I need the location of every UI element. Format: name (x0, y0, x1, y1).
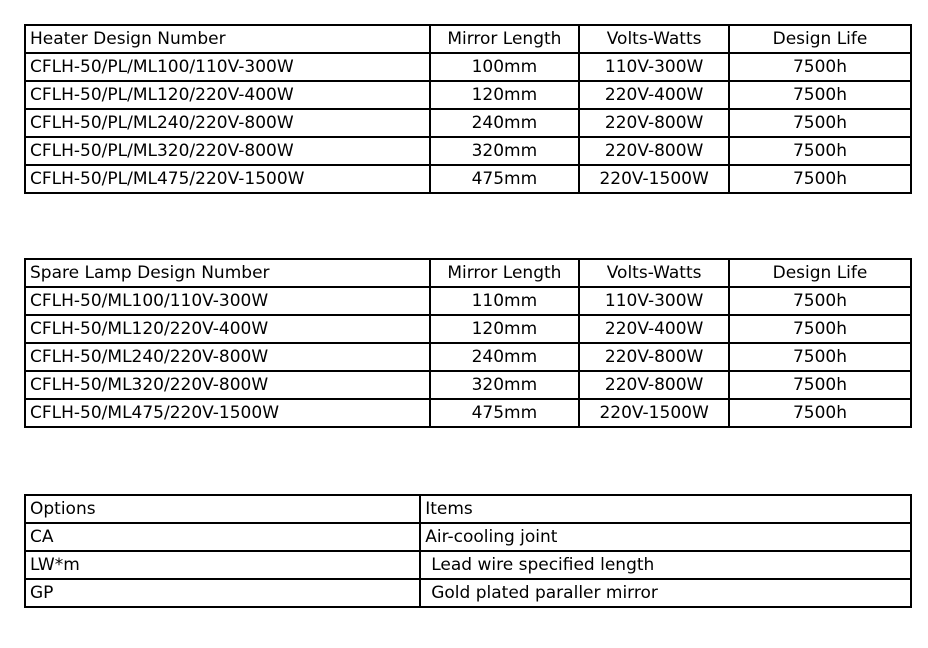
header-design-life: Design Life (729, 25, 911, 53)
table-row (25, 165, 911, 193)
heater-spec-table (24, 24, 912, 194)
header-volts-watts: Volts-Watts (579, 25, 729, 53)
cell-design-life: 7500h (729, 109, 911, 137)
table-header-row (25, 25, 911, 53)
cell-mirror-length: 120mm (430, 81, 580, 109)
cell-volts-watts: 220V-1500W (579, 165, 729, 193)
cell-design-life: 7500h (729, 53, 911, 81)
cell-volts-watts: 220V-800W (579, 109, 729, 137)
header-items: Items (420, 495, 911, 523)
cell-design-life: 7500h (729, 81, 911, 109)
cell-mirror-length: 120mm (430, 315, 580, 343)
cell-volts-watts: 220V-800W (579, 371, 729, 399)
header-design-life: Design Life (729, 259, 911, 287)
options-table (24, 494, 912, 608)
header-mirror-length: Mirror Length (430, 25, 580, 53)
cell-mirror-length: 320mm (430, 371, 580, 399)
header-volts-watts: Volts-Watts (579, 259, 729, 287)
cell-volts-watts: 220V-400W (579, 315, 729, 343)
cell-option-item: Air-cooling joint (420, 523, 911, 551)
header-options: Options (25, 495, 420, 523)
cell-mirror-length: 240mm (430, 109, 580, 137)
cell-design-number: CFLH-50/ML475/220V-1500W (25, 399, 430, 427)
cell-volts-watts: 220V-800W (579, 343, 729, 371)
header-mirror-length: Mirror Length (430, 259, 580, 287)
cell-option-code: CA (25, 523, 420, 551)
cell-design-number: CFLH-50/PL/ML120/220V-400W (25, 81, 430, 109)
cell-mirror-length: 475mm (430, 165, 580, 193)
table-row (25, 81, 911, 109)
header-design-number: Spare Lamp Design Number (25, 259, 430, 287)
cell-mirror-length: 475mm (430, 399, 580, 427)
table-row (25, 551, 911, 579)
cell-mirror-length: 100mm (430, 53, 580, 81)
cell-design-number: CFLH-50/ML240/220V-800W (25, 343, 430, 371)
cell-design-number: CFLH-50/PL/ML475/220V-1500W (25, 165, 430, 193)
cell-mirror-length: 320mm (430, 137, 580, 165)
spare-lamp-spec-table (24, 258, 912, 428)
cell-design-number: CFLH-50/ML100/110V-300W (25, 287, 430, 315)
cell-design-life: 7500h (729, 137, 911, 165)
cell-option-code: LW*m (25, 551, 420, 579)
table-row (25, 315, 911, 343)
cell-design-life: 7500h (729, 399, 911, 427)
table-row (25, 343, 911, 371)
cell-design-life: 7500h (729, 287, 911, 315)
table-row (25, 137, 911, 165)
cell-design-number: CFLH-50/PL/ML240/220V-800W (25, 109, 430, 137)
cell-volts-watts: 220V-800W (579, 137, 729, 165)
table-row (25, 371, 911, 399)
cell-design-life: 7500h (729, 371, 911, 399)
cell-option-item: Lead wire specified length (420, 551, 911, 579)
cell-volts-watts: 110V-300W (579, 287, 729, 315)
cell-mirror-length: 240mm (430, 343, 580, 371)
cell-design-number: CFLH-50/ML120/220V-400W (25, 315, 430, 343)
cell-design-life: 7500h (729, 165, 911, 193)
header-design-number: Heater Design Number (25, 25, 430, 53)
table-header-row (25, 259, 911, 287)
cell-option-item: Gold plated paraller mirror (420, 579, 911, 607)
cell-option-code: GP (25, 579, 420, 607)
table-row (25, 579, 911, 607)
cell-volts-watts: 110V-300W (579, 53, 729, 81)
cell-design-life: 7500h (729, 315, 911, 343)
cell-mirror-length: 110mm (430, 287, 580, 315)
cell-volts-watts: 220V-1500W (579, 399, 729, 427)
cell-design-life: 7500h (729, 343, 911, 371)
cell-design-number: CFLH-50/PL/ML100/110V-300W (25, 53, 430, 81)
table-row (25, 287, 911, 315)
cell-design-number: CFLH-50/ML320/220V-800W (25, 371, 430, 399)
cell-volts-watts: 220V-400W (579, 81, 729, 109)
table-header-row (25, 495, 911, 523)
table-row (25, 109, 911, 137)
table-row (25, 53, 911, 81)
table-row (25, 399, 911, 427)
cell-design-number: CFLH-50/PL/ML320/220V-800W (25, 137, 430, 165)
table-row (25, 523, 911, 551)
